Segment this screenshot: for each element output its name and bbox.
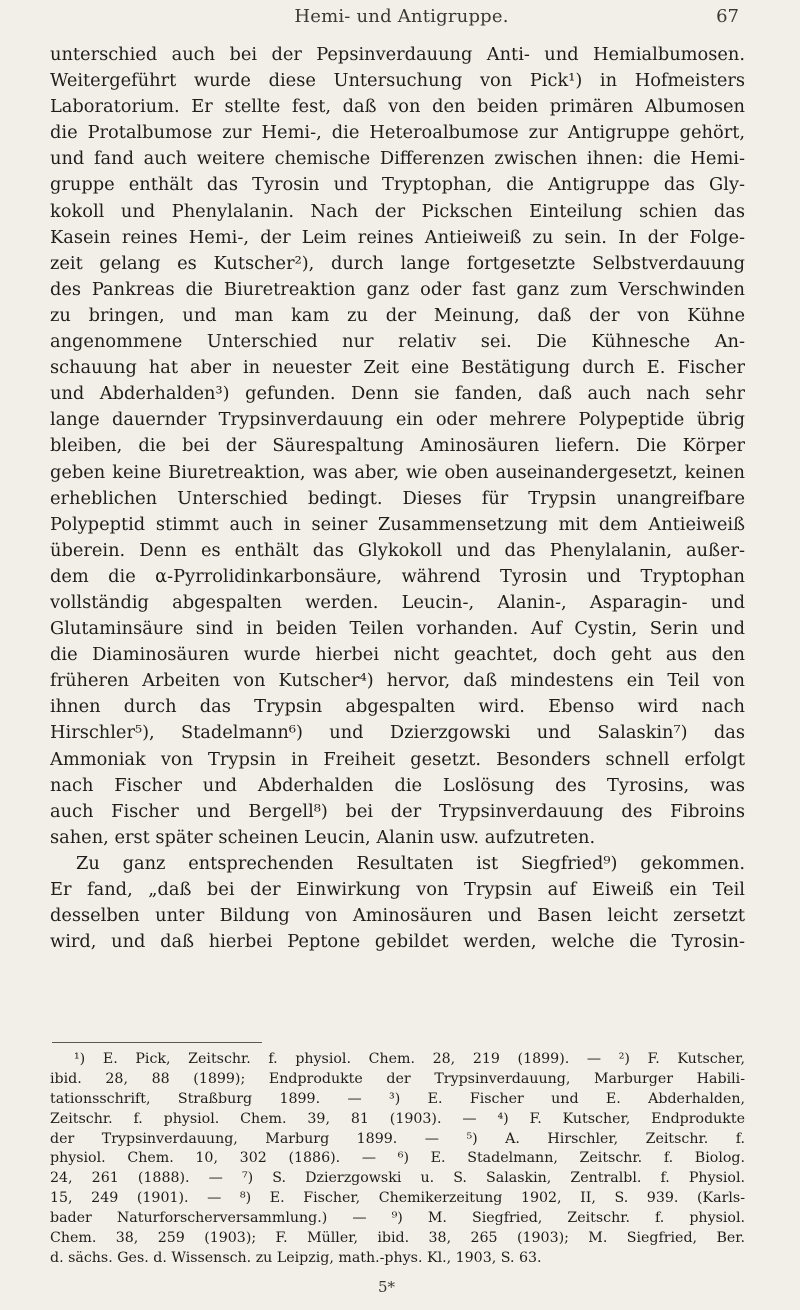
body-line: zeit gelang es Kutscher²), durch lange fortgesetzte Selbstverdauung <box>50 252 745 274</box>
footnote-line: Zeitschr. f. physiol. Chem. 39, 81 (1903). — ⁴) F. Kutscher, Endprodukte <box>50 1110 745 1127</box>
footnote-line: bader Naturforscherversammlung.) — ⁹) M. Siegfried, Zeitschr. f. physiol. <box>50 1210 745 1227</box>
body-line: schauung hat aber in neuester Zeit eine Bestätigung durch E. Fischer <box>50 357 745 379</box>
footnote-line: Chem. 38, 259 (1903); F. Müller, ibid. 38, 265 (1903); M. Siegfried, Ber. <box>50 1230 745 1247</box>
body-line: Ammoniak von Trypsin in Freiheit gesetzt. Besonders schnell erfolgt <box>50 748 745 770</box>
body-line: bleiben, die bei der Säurespaltung Aminosäuren liefern. Die Körper <box>50 435 745 457</box>
body-line: auch Fischer und Bergell⁸) bei der Trypsinverdauung des Fibroins <box>50 800 745 822</box>
body-line: ihnen durch das Trypsin abgespalten wird. Ebenso wird nach <box>50 696 745 718</box>
body-line: Laboratorium. Er stellte fest, daß von den beiden primären Albumosen <box>50 96 745 118</box>
footnote-line: 24, 261 (1888). — ⁷) S. Dzierzgowski u. S. Salaskin, Zentralbl. f. Physiol. <box>50 1170 745 1187</box>
body-line: Er fand, „daß bei der Einwirkung von Trypsin auf Eiweiß ein Teil <box>50 879 745 900</box>
footnote-line: d. sächs. Ges. d. Wissensch. zu Leipzig, math.-phys. Kl., 1903, S. 63. <box>50 1249 542 1266</box>
footnotes <box>50 1050 745 1269</box>
body-line: des Pankreas die Biuretreaktion ganz oder fast ganz zum Verschwinden <box>50 278 745 300</box>
page-number: 67 <box>716 6 739 27</box>
body-line: Hirschler⁵), Stadelmann⁶) und Dzierzgowski und Salaskin⁷) das <box>50 722 745 744</box>
body-line: nach Fischer und Abderhalden die Loslösung des Tyrosins, was <box>50 774 745 796</box>
body-line: desselben unter Bildung von Aminosäuren und Basen leicht zersetzt <box>50 905 745 927</box>
body-text <box>50 42 745 955</box>
body-line: vollständig abgespalten werden. Leucin-, Alanin-, Asparagin- und <box>50 591 745 613</box>
body-line: zu bringen, und man kam zu der Meinung, daß der von Kühne <box>50 304 745 326</box>
body-line: Kasein reines Hemi-, der Leim reines Antieiweiß zu sein. In der Folge- <box>50 226 745 248</box>
body-line: Zu ganz entsprechenden Resultaten ist Siegfried⁹) gekommen. <box>76 852 745 874</box>
body-line: die Diaminosäuren wurde hierbei nicht geachtet, doch geht aus den <box>50 644 745 666</box>
footnote-line: ¹) E. Pick, Zeitschr. f. physiol. Chem. 28, 219 (1899). — ²) F. Kutscher, <box>74 1051 745 1067</box>
body-line: unterschied auch bei der Pepsinverdauung Anti- und Hemialbumosen. <box>50 44 745 65</box>
body-line: und fand auch weitere chemische Differenzen zwischen ihnen: die Hemi- <box>50 148 745 170</box>
body-line: lange dauernder Trypsinverdauung ein oder mehrere Polypeptide übrig <box>50 409 745 431</box>
page-header <box>64 6 739 34</box>
body-line: Glutaminsäure sind in beiden Teilen vorhanden. Auf Cystin, Serin und <box>50 618 745 640</box>
body-line: und Abderhalden³) gefunden. Denn sie fanden, daß auch nach sehr <box>50 383 745 405</box>
body-line: Polypeptid stimmt auch in seiner Zusammensetzung mit dem Antieiweiß <box>50 513 745 535</box>
body-line: sahen, erst später scheinen Leucin, Alanin usw. aufzutreten. <box>50 826 596 848</box>
body-line: Weitergeführt wurde diese Untersuchung von Pick¹) in Hofmeisters <box>50 70 745 92</box>
footnote-line: tationsschrift, Straßburg 1899. — ³) E. Fischer und E. Abderhalden, <box>50 1090 745 1107</box>
body-line: angenommene Unterschied nur relativ sei. Die Kühnesche An- <box>50 331 745 353</box>
body-line: die Protalbumose zur Hemi-, die Heteroalbumose zur Antigruppe gehört, <box>50 122 745 144</box>
footnote-line: der Trypsinverdauung, Marburg 1899. — ⁵) A. Hirschler, Zeitschr. f. <box>50 1130 745 1147</box>
body-line: dem die α-Pyrrolidinkarbonsäure, während Tyrosin und Tryptophan <box>50 565 745 587</box>
footnote-line: physiol. Chem. 10, 302 (1886). — ⁶) E. Stadelmann, Zeitschr. f. Biolog. <box>50 1150 745 1167</box>
running-title: Hemi- und Antigruppe. <box>294 6 509 27</box>
footnote-line: ibid. 28, 88 (1899); Endprodukte der Trypsinverdauung, Marburger Habili- <box>50 1070 745 1087</box>
footnote-divider <box>52 1042 262 1043</box>
body-line: erheblichen Unterschied bedingt. Dieses für Trypsin unangreifbare <box>50 487 745 509</box>
body-line: kokoll und Phenylalanin. Nach der Pickschen Einteilung schien das <box>50 200 745 222</box>
body-line: früheren Arbeiten von Kutscher⁴) hervor, daß mindestens ein Teil von <box>50 670 745 692</box>
body-line: überein. Denn es enthält das Glykokoll und das Phenylalanin, außer- <box>50 539 745 561</box>
body-line: geben keine Biuretreaktion, was aber, wie oben auseinandergesetzt, keinen <box>50 461 745 483</box>
signature-mark: 5* <box>378 1278 396 1296</box>
body-line: gruppe enthält das Tyrosin und Tryptophan, die Antigruppe das Gly- <box>50 174 745 196</box>
footnote-line: 15, 249 (1901). — ⁸) E. Fischer, Chemikerzeitung 1902, II, S. 939. (Karls- <box>50 1190 745 1207</box>
body-line: wird, und daß hierbei Peptone gebildet werden, welche die Tyrosin- <box>50 931 745 953</box>
